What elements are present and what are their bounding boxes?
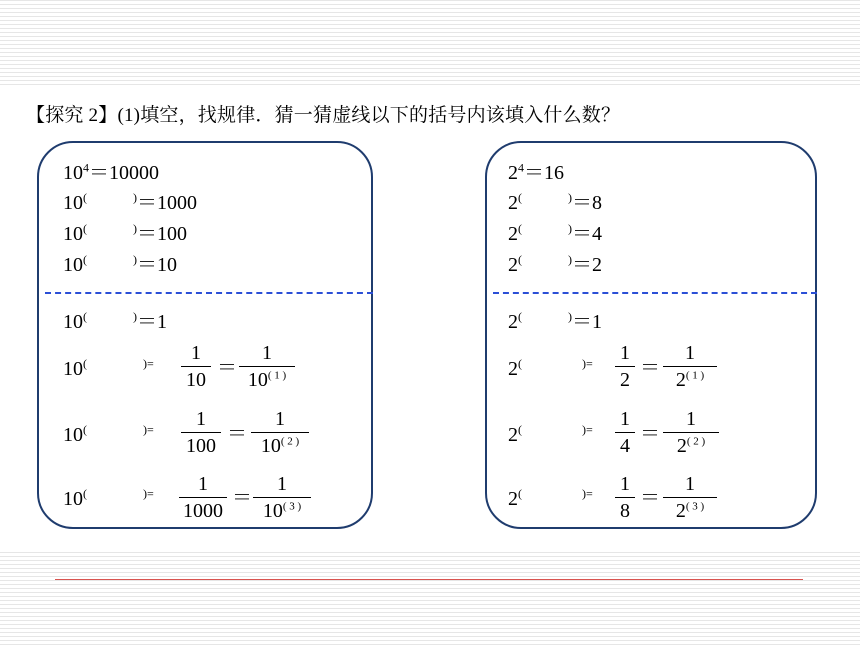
exponent-blank-open: ( [518,252,522,267]
exponent-blank-open: ( [518,422,522,437]
fraction [615,342,635,391]
numerator: 1 [275,408,285,430]
fraction [615,473,635,522]
fraction [253,473,311,522]
result: ＝100 [137,223,187,245]
powers-of-ten-panel [37,141,373,529]
denominator-exponent: ( 3 ) [282,500,302,513]
equation-row [508,162,564,184]
base: 2 [508,358,518,380]
fraction-bar [179,497,227,498]
numerator: 1 [277,473,287,495]
result: ＝10 [137,254,177,276]
base: 10 [63,162,83,184]
denominator-exponent: ( 2 ) [280,435,300,448]
fraction-equation-base [508,358,593,380]
denominator: 8 [620,500,630,522]
equation-row [508,254,602,276]
exponent: 4 [83,160,89,175]
fraction-bar [615,497,635,498]
exponent-blank-close: ) [133,190,137,205]
base: 10 [63,311,83,333]
equals-sign: ＝ [227,423,247,445]
denominator-base: 2 [675,369,686,391]
numerator: 1 [620,473,630,495]
fraction-bar [663,497,717,498]
exponent-blank-open: ( [83,252,87,267]
exponent-blank-open: ( [518,190,522,205]
denominator-base: 10 [262,500,283,522]
fraction [181,342,211,391]
fraction-bar [239,366,295,367]
footer-rule [55,579,803,580]
numerator: 1 [191,342,201,364]
numerator: 1 [686,408,696,430]
fraction-bar [253,497,311,498]
exponent-blank-open: ( [518,221,522,236]
denominator: 1000 [183,500,223,522]
exponent-blank-close: )= [143,486,154,501]
base: 10 [63,223,83,245]
dashed-divider [493,292,817,294]
base: 2 [508,311,518,333]
exponent-blank-open: ( [83,190,87,205]
denominator: 4 [620,435,630,457]
fraction [181,408,221,457]
fraction-bar [615,432,635,433]
exponent-blank-open: ( [83,422,87,437]
numerator: 1 [196,408,206,430]
equation-row [508,223,602,245]
numerator: 1 [620,342,630,364]
denominator-base: 10 [247,369,268,391]
base: 10 [63,254,83,276]
result: ＝1 [137,311,167,333]
denominator-base: 2 [676,435,687,457]
exponent-blank-open: ( [83,356,87,371]
exponent-blank-close: )= [582,486,593,501]
result: ＝2 [572,254,602,276]
equals-sign: ＝ [217,357,237,379]
denominator-exponent: ( 3 ) [685,500,705,513]
equation-row [508,192,602,214]
result: ＝1 [572,311,602,333]
base: 10 [63,192,83,214]
exponent-blank-open: ( [83,221,87,236]
exponent-blank-open: ( [518,356,522,371]
exponent-blank-open: ( [518,309,522,324]
base: 2 [508,488,518,510]
base: 2 [508,223,518,245]
fraction [179,473,227,522]
result: ＝1000 [137,192,197,214]
equation-row [63,311,167,333]
exponent-blank-close: )= [582,356,593,371]
numerator: 1 [685,342,695,364]
fraction-equation-base [508,424,593,446]
base: 2 [508,424,518,446]
equals-sign: ＝ [640,423,660,445]
exponent-blank-close: )= [143,422,154,437]
dashed-divider [45,292,373,294]
base: 10 [63,358,83,380]
base: 10 [63,488,83,510]
fraction [615,408,635,457]
fraction-bar [615,366,635,367]
exponent-blank-close: )= [143,356,154,371]
denominator-exponent: ( 1 ) [267,369,287,382]
fraction-equation-base [508,488,593,510]
equation-row [63,162,159,184]
result: ＝8 [572,192,602,214]
powers-of-two-panel [485,141,817,529]
result: ＝16 [524,162,564,184]
denominator: 100 [186,435,216,457]
equals-sign: ＝ [640,357,660,379]
fraction [663,408,719,457]
denominator-base: 2 [675,500,686,522]
exponent-blank-close: ) [133,221,137,236]
exponent: 4 [518,160,524,175]
denominator-base: 10 [260,435,281,457]
result: ＝10000 [89,162,159,184]
denominator-exponent: ( 1 ) [685,369,705,382]
numerator: 1 [620,408,630,430]
fraction [663,342,717,391]
denominator: 10 [186,369,206,391]
exponent-blank-close: ) [568,221,572,236]
result: ＝4 [572,223,602,245]
exponent-blank-close: ) [568,190,572,205]
fraction [239,342,295,391]
denominator: 2 [620,369,630,391]
equals-sign: ＝ [640,487,660,509]
base: 2 [508,162,518,184]
base: 2 [508,254,518,276]
exponent-blank-close: ) [568,252,572,267]
base: 2 [508,192,518,214]
equation-row [63,254,177,276]
fraction-bar [663,366,717,367]
fraction-equation-base [63,424,154,446]
exponent-blank-close: ) [568,309,572,324]
exponent-blank-open: ( [83,486,87,501]
equation-row [63,192,197,214]
fraction [251,408,309,457]
fraction-bar [251,432,309,433]
numerator: 1 [685,473,695,495]
equation-row [508,311,602,333]
numerator: 1 [198,473,208,495]
numerator: 1 [262,342,272,364]
fraction-bar [663,432,719,433]
exponent-blank-open: ( [83,309,87,324]
exponent-blank-close: ) [133,252,137,267]
fraction-bar [181,432,221,433]
exponent-blank-close: ) [133,309,137,324]
fraction-equation-base [63,358,154,380]
fraction [663,473,717,522]
exponent-blank-open: ( [518,486,522,501]
base: 10 [63,424,83,446]
equation-row [63,223,187,245]
exponent-blank-close: )= [582,422,593,437]
fraction-equation-base [63,488,154,510]
fraction-bar [181,366,211,367]
page-title: 【探究 2】(1)填空，找规律．猜一猜虚线以下的括号内该填入什么数？ [26,105,621,126]
denominator-exponent: ( 2 ) [686,435,706,448]
equals-sign: ＝ [232,487,252,509]
